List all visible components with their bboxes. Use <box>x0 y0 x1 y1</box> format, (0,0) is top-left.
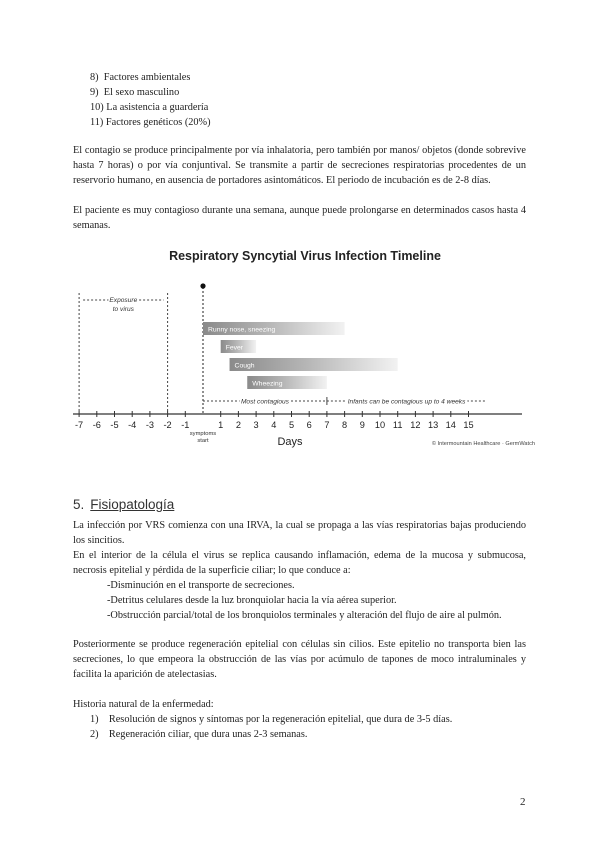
x-tick-label: 1 <box>218 420 224 430</box>
contagious-paragraph: El paciente es muy contagioso durante una semana, aunque puede prolongarse en determinados casos hasta 4 semanas. <box>73 205 526 231</box>
x-tick-label: 2 <box>235 420 241 430</box>
contagious-label: Infants can be contagious up to 4 weeks <box>347 398 466 406</box>
symptom-bar <box>230 358 398 371</box>
contagion-paragraph: El contagio se produce principalmente por vía inhalatoria, pero también por manos/ objetos (donde sobrevive hasta 7 horas) o por vía conjuntival. Se transmite a partir de secreciones respiratorias procedentes de un reservorio humano, en ausencia de portadores asintomáticos. El periodo de incubación es de 2-8 días. <box>73 145 526 186</box>
x-axis-title: Days <box>277 436 303 448</box>
x-tick-label: -4 <box>128 420 137 430</box>
x-tick-label: 7 <box>324 420 330 430</box>
consequence-item <box>107 608 527 623</box>
section-number: 5. <box>73 497 85 512</box>
exposure-label: Exposure <box>109 297 138 304</box>
chart-credit: © Intermountain Healthcare · GermWatch <box>431 441 535 447</box>
consequence-item: -Detritus celulares desde la luz bronquiolar hacia la vía aérea superior. <box>107 595 397 606</box>
list-item: 9) El sexo masculino <box>90 87 180 98</box>
list-item: 11) Factores genéticos (20%) <box>90 117 211 128</box>
symptoms-start-label: symptoms <box>189 431 217 437</box>
x-tick-label: 3 <box>253 420 259 430</box>
symptoms-start-dot <box>200 283 205 288</box>
risk-factors-list <box>90 70 211 130</box>
symptom-bar-label: Fever <box>225 344 244 352</box>
x-tick-label: 13 <box>427 420 439 430</box>
rsv-timeline-chart <box>60 238 540 460</box>
symptom-bar-label: Wheezing <box>252 380 283 388</box>
x-tick-label: 8 <box>342 420 348 430</box>
list-item: 2) Regeneración ciliar, que dura unas 2-3 semanas. <box>90 729 308 740</box>
x-tick-label: -3 <box>145 420 154 430</box>
page-number: 2 <box>520 796 526 808</box>
x-tick-label: -2 <box>163 420 172 430</box>
symptoms-start-label: start <box>197 438 209 444</box>
regeneration-paragraph: Posteriormente se produce regeneración epitelial con células sin cilios. Este epitelio no transporta bien las secreciones, lo que empeora la obstrucción de las vías por acúmulo de tapones de moco intraluminales y facilita la aparición de atelectasias. <box>73 639 526 680</box>
section-title: Fisiopatología <box>90 497 175 512</box>
list-item: 10) La asistencia a guardería <box>90 102 209 113</box>
symptom-bar-label: Cough <box>234 362 255 370</box>
list-item: 8) Factores ambientales <box>90 72 191 83</box>
x-tick-label: 9 <box>359 420 365 430</box>
x-tick-label: 5 <box>288 420 295 430</box>
consequence-item: -Disminución en el transporte de secreciones. <box>107 580 295 591</box>
cell-paragraph: En el interior de la célula el virus se replica causando inflamación, edema de la mucosa y submucosa, necrosis epitelial y pérdida de la superficie ciliar; lo que conduce a: <box>73 550 526 576</box>
x-tick-label: -5 <box>110 420 119 430</box>
section-heading <box>73 497 174 512</box>
irva-paragraph: La infección por VRS comienza con una IRVA, la cual se propaga a las vías respiratorias bajas produciendo los sincitios. <box>73 520 526 546</box>
x-tick-label: 4 <box>271 420 277 430</box>
x-tick-label: -1 <box>181 420 190 430</box>
natural-history-title: Historia natural de la enfermedad: <box>73 699 214 710</box>
consequence-text: -Obstrucción parcial/total de los bronquiolos terminales y alteración del flujo de aire al pulmón. <box>107 610 502 621</box>
x-tick-label: 10 <box>374 420 386 430</box>
x-tick-label: 12 <box>410 420 421 430</box>
x-tick-label: 15 <box>463 420 474 430</box>
x-tick-label: 14 <box>445 420 456 430</box>
symptom-bar-label: Runny nose, sneezing <box>208 326 276 334</box>
x-tick-label: -6 <box>92 420 101 430</box>
x-tick-label: -7 <box>75 420 84 430</box>
chart-title: Respiratory Syncytial Virus Infection Timeline <box>169 249 441 263</box>
contagious-label: Most contagious <box>240 398 289 406</box>
x-tick-label: 11 <box>392 420 403 430</box>
list-item: 1) Resolución de signos y síntomas por la regeneración epitelial, que dura de 3-5 días. <box>90 714 453 725</box>
exposure-label: to virus <box>112 306 134 313</box>
natural-history-list <box>90 712 452 742</box>
x-tick-label: 6 <box>306 420 312 430</box>
